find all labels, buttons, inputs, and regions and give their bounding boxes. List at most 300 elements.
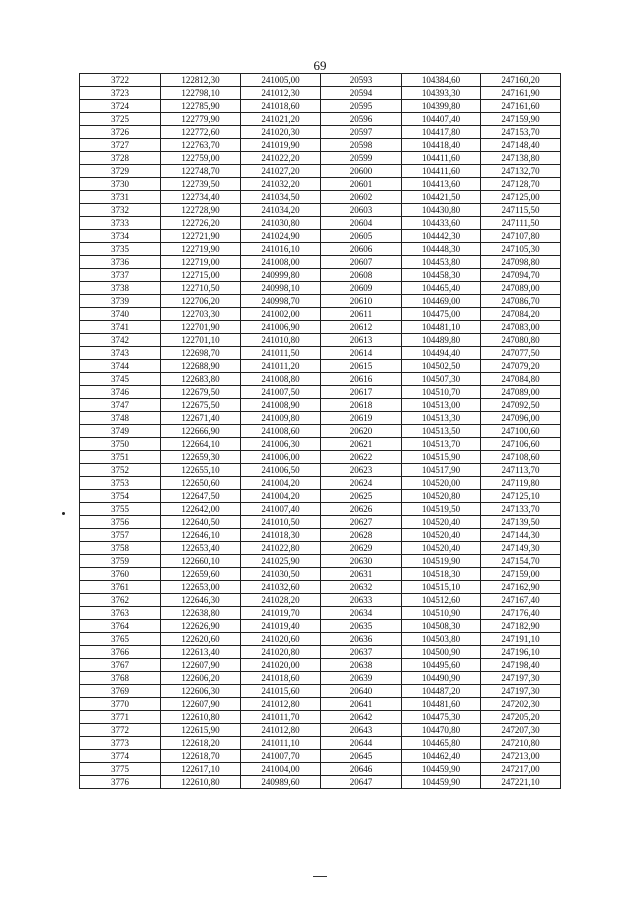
- table-row: [80, 464, 561, 477]
- x1-cell: 122748,70: [161, 165, 241, 178]
- x2-cell: 104481,60: [402, 698, 481, 711]
- y2-cell: 247197,30: [481, 672, 561, 685]
- x2-cell: 104475,30: [402, 711, 481, 724]
- point-number-cell: 3758: [80, 542, 161, 555]
- y2-cell: 247176,40: [481, 607, 561, 620]
- table-row: [80, 490, 561, 503]
- x2-cell: 104513,00: [402, 399, 481, 412]
- x1-cell: 122726,20: [161, 217, 241, 230]
- point-number-2-cell: 20606: [321, 243, 402, 256]
- y2-cell: 247138,80: [481, 152, 561, 165]
- point-number-cell: 3748: [80, 412, 161, 425]
- x1-cell: 122659,60: [161, 568, 241, 581]
- point-number-2-cell: 20619: [321, 412, 402, 425]
- y1-cell: 241010,50: [241, 516, 321, 529]
- y1-cell: 241012,30: [241, 87, 321, 100]
- table-row: [80, 724, 561, 737]
- point-number-cell: 3739: [80, 295, 161, 308]
- y2-cell: 247149,30: [481, 542, 561, 555]
- y1-cell: 241005,00: [241, 74, 321, 87]
- table-row: [80, 126, 561, 139]
- y2-cell: 247159,90: [481, 113, 561, 126]
- x2-cell: 104502,50: [402, 360, 481, 373]
- point-number-2-cell: 20601: [321, 178, 402, 191]
- x2-cell: 104399,80: [402, 100, 481, 113]
- y1-cell: 241006,50: [241, 464, 321, 477]
- x2-cell: 104448,30: [402, 243, 481, 256]
- x1-cell: 122642,00: [161, 503, 241, 516]
- y2-cell: 247161,60: [481, 100, 561, 113]
- x2-cell: 104513,30: [402, 412, 481, 425]
- y2-cell: 247108,60: [481, 451, 561, 464]
- y1-cell: 241008,00: [241, 256, 321, 269]
- point-number-2-cell: 20604: [321, 217, 402, 230]
- x1-cell: 122739,50: [161, 178, 241, 191]
- point-number-2-cell: 20641: [321, 698, 402, 711]
- y1-cell: 241020,00: [241, 659, 321, 672]
- point-number-2-cell: 20595: [321, 100, 402, 113]
- y2-cell: 247210,80: [481, 737, 561, 750]
- point-number-cell: 3763: [80, 607, 161, 620]
- x1-cell: 122650,60: [161, 477, 241, 490]
- y2-cell: 247084,80: [481, 373, 561, 386]
- y1-cell: 241030,50: [241, 568, 321, 581]
- point-number-2-cell: 20644: [321, 737, 402, 750]
- y1-cell: 241022,20: [241, 152, 321, 165]
- point-number-2-cell: 20622: [321, 451, 402, 464]
- x2-cell: 104433,60: [402, 217, 481, 230]
- y1-cell: 241012,80: [241, 698, 321, 711]
- x2-cell: 104453,80: [402, 256, 481, 269]
- y1-cell: 241027,20: [241, 165, 321, 178]
- table-row: [80, 581, 561, 594]
- point-number-cell: 3722: [80, 74, 161, 87]
- y2-cell: 247096,00: [481, 412, 561, 425]
- point-number-cell: 3757: [80, 529, 161, 542]
- x1-cell: 122638,80: [161, 607, 241, 620]
- table-row: [80, 256, 561, 269]
- point-number-cell: 3731: [80, 191, 161, 204]
- table-row: [80, 425, 561, 438]
- x1-cell: 122660,10: [161, 555, 241, 568]
- y1-cell: 241004,00: [241, 763, 321, 776]
- table-row: [80, 542, 561, 555]
- x1-cell: 122607,90: [161, 659, 241, 672]
- x1-cell: 122719,00: [161, 256, 241, 269]
- point-number-2-cell: 20628: [321, 529, 402, 542]
- point-number-2-cell: 20607: [321, 256, 402, 269]
- y2-cell: 247083,00: [481, 321, 561, 334]
- table-row: [80, 178, 561, 191]
- point-number-2-cell: 20616: [321, 373, 402, 386]
- point-number-cell: 3773: [80, 737, 161, 750]
- y1-cell: 241032,20: [241, 178, 321, 191]
- point-number-cell: 3764: [80, 620, 161, 633]
- table-row: [80, 737, 561, 750]
- y2-cell: 247100,60: [481, 425, 561, 438]
- x1-cell: 122671,40: [161, 412, 241, 425]
- point-number-2-cell: 20638: [321, 659, 402, 672]
- point-number-2-cell: 20610: [321, 295, 402, 308]
- x1-cell: 122779,90: [161, 113, 241, 126]
- table-row: [80, 347, 561, 360]
- point-number-2-cell: 20621: [321, 438, 402, 451]
- point-number-cell: 3750: [80, 438, 161, 451]
- y2-cell: 247217,00: [481, 763, 561, 776]
- y2-cell: 247160,20: [481, 74, 561, 87]
- x1-cell: 122785,90: [161, 100, 241, 113]
- x1-cell: 122812,30: [161, 74, 241, 87]
- x2-cell: 104442,30: [402, 230, 481, 243]
- point-number-2-cell: 20631: [321, 568, 402, 581]
- x2-cell: 104421,50: [402, 191, 481, 204]
- x1-cell: 122719,90: [161, 243, 241, 256]
- x2-cell: 104520,40: [402, 516, 481, 529]
- point-number-2-cell: 20640: [321, 685, 402, 698]
- y1-cell: 240989,60: [241, 776, 321, 789]
- point-number-cell: 3732: [80, 204, 161, 217]
- y1-cell: 241011,50: [241, 347, 321, 360]
- x2-cell: 104520,00: [402, 477, 481, 490]
- y2-cell: 247125,00: [481, 191, 561, 204]
- y2-cell: 247084,20: [481, 308, 561, 321]
- y1-cell: 241019,70: [241, 607, 321, 620]
- table-row: [80, 204, 561, 217]
- y1-cell: 241030,80: [241, 217, 321, 230]
- point-number-cell: 3754: [80, 490, 161, 503]
- point-number-2-cell: 20632: [321, 581, 402, 594]
- table-row: [80, 230, 561, 243]
- x2-cell: 104465,80: [402, 737, 481, 750]
- point-number-cell: 3728: [80, 152, 161, 165]
- y2-cell: 247094,70: [481, 269, 561, 282]
- point-number-2-cell: 20597: [321, 126, 402, 139]
- point-number-2-cell: 20643: [321, 724, 402, 737]
- y1-cell: 241006,90: [241, 321, 321, 334]
- x1-cell: 122759,00: [161, 152, 241, 165]
- y1-cell: 241020,80: [241, 646, 321, 659]
- y2-cell: 247221,10: [481, 776, 561, 789]
- y2-cell: 247092,50: [481, 399, 561, 412]
- x1-cell: 122706,20: [161, 295, 241, 308]
- point-number-2-cell: 20639: [321, 672, 402, 685]
- point-number-cell: 3759: [80, 555, 161, 568]
- x1-cell: 122617,10: [161, 763, 241, 776]
- point-number-2-cell: 20617: [321, 386, 402, 399]
- x2-cell: 104465,40: [402, 282, 481, 295]
- table-row: [80, 477, 561, 490]
- x2-cell: 104411,60: [402, 165, 481, 178]
- point-number-cell: 3746: [80, 386, 161, 399]
- point-number-cell: 3747: [80, 399, 161, 412]
- table-row: [80, 685, 561, 698]
- table-row: [80, 152, 561, 165]
- x1-cell: 122653,40: [161, 542, 241, 555]
- point-number-cell: 3744: [80, 360, 161, 373]
- x1-cell: 122666,90: [161, 425, 241, 438]
- y1-cell: 241018,60: [241, 672, 321, 685]
- point-number-2-cell: 20636: [321, 633, 402, 646]
- y1-cell: 241025,90: [241, 555, 321, 568]
- y2-cell: 247132,70: [481, 165, 561, 178]
- x1-cell: 122798,10: [161, 87, 241, 100]
- x2-cell: 104470,80: [402, 724, 481, 737]
- y1-cell: 241008,90: [241, 399, 321, 412]
- y2-cell: 247125,10: [481, 490, 561, 503]
- point-number-cell: 3770: [80, 698, 161, 711]
- coordinates-table-body: [80, 74, 561, 789]
- table-row: [80, 243, 561, 256]
- y1-cell: 241024,90: [241, 230, 321, 243]
- x2-cell: 104520,40: [402, 529, 481, 542]
- point-number-cell: 3734: [80, 230, 161, 243]
- table-row: [80, 308, 561, 321]
- table-row: [80, 555, 561, 568]
- point-number-cell: 3735: [80, 243, 161, 256]
- y1-cell: 241009,80: [241, 412, 321, 425]
- y2-cell: 247077,50: [481, 347, 561, 360]
- point-number-cell: 3737: [80, 269, 161, 282]
- x2-cell: 104510,90: [402, 607, 481, 620]
- y2-cell: 247167,40: [481, 594, 561, 607]
- table-row: [80, 360, 561, 373]
- y2-cell: 247089,00: [481, 282, 561, 295]
- table-row: [80, 620, 561, 633]
- x2-cell: 104520,40: [402, 542, 481, 555]
- table-row: [80, 334, 561, 347]
- x1-cell: 122734,40: [161, 191, 241, 204]
- x2-cell: 104384,60: [402, 74, 481, 87]
- table-row: [80, 659, 561, 672]
- y1-cell: 240998,70: [241, 295, 321, 308]
- y1-cell: 241008,60: [241, 425, 321, 438]
- x2-cell: 104512,60: [402, 594, 481, 607]
- x2-cell: 104481,10: [402, 321, 481, 334]
- y1-cell: 241018,60: [241, 100, 321, 113]
- y1-cell: 241022,80: [241, 542, 321, 555]
- x2-cell: 104475,00: [402, 308, 481, 321]
- x1-cell: 122698,70: [161, 347, 241, 360]
- point-number-2-cell: 20594: [321, 87, 402, 100]
- point-number-cell: 3755: [80, 503, 161, 516]
- page-number: 69: [313, 58, 327, 73]
- y1-cell: 241020,60: [241, 633, 321, 646]
- y1-cell: 241028,20: [241, 594, 321, 607]
- point-number-2-cell: 20608: [321, 269, 402, 282]
- point-number-cell: 3762: [80, 594, 161, 607]
- y2-cell: 247089,00: [481, 386, 561, 399]
- x1-cell: 122659,30: [161, 451, 241, 464]
- y1-cell: 241011,70: [241, 711, 321, 724]
- y2-cell: 247198,40: [481, 659, 561, 672]
- table-row: [80, 776, 561, 789]
- y1-cell: 241010,80: [241, 334, 321, 347]
- x1-cell: 122721,90: [161, 230, 241, 243]
- table-row: [80, 412, 561, 425]
- table-row: [80, 529, 561, 542]
- table-row: [80, 438, 561, 451]
- point-number-cell: 3726: [80, 126, 161, 139]
- x2-cell: 104517,90: [402, 464, 481, 477]
- point-number-cell: 3725: [80, 113, 161, 126]
- x2-cell: 104462,40: [402, 750, 481, 763]
- y1-cell: 241032,60: [241, 581, 321, 594]
- y2-cell: 247197,30: [481, 685, 561, 698]
- point-number-cell: 3761: [80, 581, 161, 594]
- y1-cell: 241006,00: [241, 451, 321, 464]
- x1-cell: 122701,10: [161, 334, 241, 347]
- x2-cell: 104519,90: [402, 555, 481, 568]
- y2-cell: 247106,60: [481, 438, 561, 451]
- point-number-2-cell: 20634: [321, 607, 402, 620]
- y1-cell: 241016,10: [241, 243, 321, 256]
- table-row: [80, 633, 561, 646]
- point-number-2-cell: 20623: [321, 464, 402, 477]
- point-number-2-cell: 20593: [321, 74, 402, 87]
- y2-cell: 247115,50: [481, 204, 561, 217]
- y2-cell: 247202,30: [481, 698, 561, 711]
- x2-cell: 104510,70: [402, 386, 481, 399]
- margin-mark: [62, 512, 65, 515]
- footer-dash: [313, 876, 327, 877]
- point-number-2-cell: 20620: [321, 425, 402, 438]
- y1-cell: 241011,20: [241, 360, 321, 373]
- point-number-2-cell: 20633: [321, 594, 402, 607]
- x2-cell: 104513,50: [402, 425, 481, 438]
- x2-cell: 104490,90: [402, 672, 481, 685]
- y2-cell: 247205,20: [481, 711, 561, 724]
- y1-cell: 241034,50: [241, 191, 321, 204]
- x2-cell: 104500,90: [402, 646, 481, 659]
- coordinates-table: [79, 73, 561, 789]
- y1-cell: 241018,30: [241, 529, 321, 542]
- point-number-cell: 3736: [80, 256, 161, 269]
- table-row: [80, 113, 561, 126]
- x2-cell: 104495,60: [402, 659, 481, 672]
- table-row: [80, 646, 561, 659]
- x1-cell: 122615,90: [161, 724, 241, 737]
- x2-cell: 104413,60: [402, 178, 481, 191]
- y1-cell: 241007,50: [241, 386, 321, 399]
- x1-cell: 122647,50: [161, 490, 241, 503]
- point-number-cell: 3751: [80, 451, 161, 464]
- y2-cell: 247154,70: [481, 555, 561, 568]
- x2-cell: 104418,40: [402, 139, 481, 152]
- x1-cell: 122679,50: [161, 386, 241, 399]
- y2-cell: 247196,10: [481, 646, 561, 659]
- y2-cell: 247128,70: [481, 178, 561, 191]
- point-number-cell: 3733: [80, 217, 161, 230]
- x2-cell: 104518,30: [402, 568, 481, 581]
- table-row: [80, 217, 561, 230]
- point-number-cell: 3766: [80, 646, 161, 659]
- x1-cell: 122701,90: [161, 321, 241, 334]
- x2-cell: 104507,30: [402, 373, 481, 386]
- point-number-cell: 3730: [80, 178, 161, 191]
- point-number-cell: 3771: [80, 711, 161, 724]
- y1-cell: 241012,80: [241, 724, 321, 737]
- y2-cell: 247191,10: [481, 633, 561, 646]
- point-number-2-cell: 20624: [321, 477, 402, 490]
- table-row: [80, 568, 561, 581]
- point-number-2-cell: 20598: [321, 139, 402, 152]
- y1-cell: 241019,90: [241, 139, 321, 152]
- table-row: [80, 87, 561, 100]
- table-row: [80, 269, 561, 282]
- y1-cell: 241019,40: [241, 620, 321, 633]
- point-number-2-cell: 20603: [321, 204, 402, 217]
- point-number-2-cell: 20600: [321, 165, 402, 178]
- point-number-cell: 3741: [80, 321, 161, 334]
- point-number-cell: 3743: [80, 347, 161, 360]
- table-row: [80, 295, 561, 308]
- y1-cell: 241020,30: [241, 126, 321, 139]
- x2-cell: 104515,90: [402, 451, 481, 464]
- y1-cell: 241008,80: [241, 373, 321, 386]
- table-row: [80, 503, 561, 516]
- x1-cell: 122646,30: [161, 594, 241, 607]
- point-number-2-cell: 20599: [321, 152, 402, 165]
- table-row: [80, 763, 561, 776]
- x1-cell: 122655,10: [161, 464, 241, 477]
- x2-cell: 104417,80: [402, 126, 481, 139]
- x2-cell: 104520,80: [402, 490, 481, 503]
- x1-cell: 122664,10: [161, 438, 241, 451]
- x1-cell: 122710,50: [161, 282, 241, 295]
- x1-cell: 122715,00: [161, 269, 241, 282]
- point-number-cell: 3745: [80, 373, 161, 386]
- point-number-cell: 3729: [80, 165, 161, 178]
- point-number-2-cell: 20647: [321, 776, 402, 789]
- point-number-cell: 3738: [80, 282, 161, 295]
- point-number-cell: 3723: [80, 87, 161, 100]
- point-number-cell: 3752: [80, 464, 161, 477]
- table-row: [80, 282, 561, 295]
- x2-cell: 104458,30: [402, 269, 481, 282]
- y1-cell: 241007,40: [241, 503, 321, 516]
- x2-cell: 104407,40: [402, 113, 481, 126]
- point-number-2-cell: 20625: [321, 490, 402, 503]
- y2-cell: 247182,90: [481, 620, 561, 633]
- x1-cell: 122606,30: [161, 685, 241, 698]
- point-number-2-cell: 20602: [321, 191, 402, 204]
- y2-cell: 247080,80: [481, 334, 561, 347]
- table-row: [80, 451, 561, 464]
- y1-cell: 241021,20: [241, 113, 321, 126]
- x1-cell: 122610,80: [161, 711, 241, 724]
- point-number-2-cell: 20614: [321, 347, 402, 360]
- point-number-2-cell: 20629: [321, 542, 402, 555]
- point-number-2-cell: 20645: [321, 750, 402, 763]
- point-number-cell: 3740: [80, 308, 161, 321]
- y2-cell: 247107,80: [481, 230, 561, 243]
- y2-cell: 247162,90: [481, 581, 561, 594]
- y2-cell: 247086,70: [481, 295, 561, 308]
- x2-cell: 104513,70: [402, 438, 481, 451]
- point-number-cell: 3724: [80, 100, 161, 113]
- point-number-2-cell: 20618: [321, 399, 402, 412]
- point-number-2-cell: 20642: [321, 711, 402, 724]
- point-number-2-cell: 20613: [321, 334, 402, 347]
- point-number-2-cell: 20635: [321, 620, 402, 633]
- x2-cell: 104489,80: [402, 334, 481, 347]
- x2-cell: 104503,80: [402, 633, 481, 646]
- table-row: [80, 399, 561, 412]
- point-number-cell: 3772: [80, 724, 161, 737]
- x1-cell: 122618,70: [161, 750, 241, 763]
- table-row: [80, 750, 561, 763]
- y1-cell: 240999,80: [241, 269, 321, 282]
